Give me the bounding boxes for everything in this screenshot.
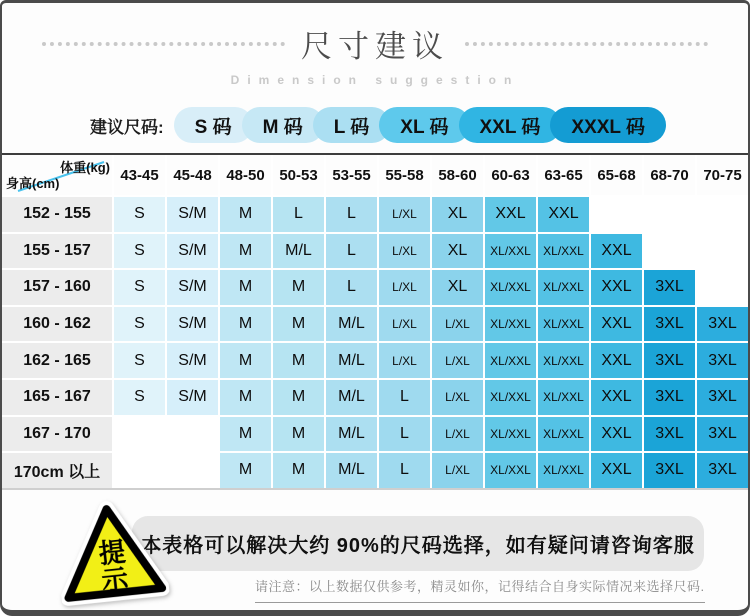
size-cell: 3XL <box>697 343 748 378</box>
size-pill-m码: M 码 <box>242 107 324 143</box>
size-cell: M <box>273 380 324 415</box>
col-weight-label: 65-68 <box>591 155 642 195</box>
size-cell: 3XL <box>644 270 695 305</box>
size-cell: XL/XXL <box>538 453 589 488</box>
empty-cell <box>697 270 748 305</box>
row-height-label: 152 - 155 <box>2 197 112 232</box>
size-pill-xxxl码: XXXL 码 <box>550 107 666 143</box>
size-cell: S <box>114 197 165 232</box>
size-cell: S <box>114 307 165 342</box>
empty-cell <box>167 417 218 452</box>
dotted-divider-right <box>465 42 708 46</box>
size-cell: S/M <box>167 307 218 342</box>
size-cell: L/XL <box>432 380 483 415</box>
size-cell: L <box>379 453 430 488</box>
size-cell: S <box>114 234 165 269</box>
page-title: 尺寸建议 <box>301 29 449 64</box>
svg-text:示: 示 <box>100 563 130 597</box>
size-cell: L/XL <box>432 417 483 452</box>
size-cell: L/XL <box>379 343 430 378</box>
size-cell: XL/XXL <box>538 417 589 452</box>
size-cell: M <box>273 270 324 305</box>
size-cell: L/XL <box>379 270 430 305</box>
size-cell: XL/XXL <box>538 380 589 415</box>
size-cell: XXL <box>538 197 589 232</box>
size-cell: M/L <box>326 417 377 452</box>
size-cell: S <box>114 343 165 378</box>
size-pill-xl码: XL 码 <box>379 107 469 143</box>
size-cell: M <box>220 234 271 269</box>
size-cell: XXL <box>591 270 642 305</box>
row-height-label: 162 - 165 <box>2 343 112 378</box>
empty-cell <box>114 417 165 452</box>
col-weight-label: 70-75 <box>697 155 748 195</box>
size-cell: M/L <box>273 234 324 269</box>
size-cell: L <box>379 380 430 415</box>
size-cell: XXL <box>591 380 642 415</box>
row-height-label: 160 - 162 <box>2 307 112 342</box>
size-cell: S/M <box>167 197 218 232</box>
empty-cell <box>591 197 642 232</box>
size-cell: M <box>273 307 324 342</box>
tip-message-box <box>132 516 704 571</box>
size-cell: M <box>220 270 271 305</box>
size-cell: M <box>273 417 324 452</box>
size-cell: L <box>273 197 324 232</box>
size-cell: S/M <box>167 380 218 415</box>
col-weight-label: 68-70 <box>644 155 695 195</box>
warning-triangle-icon <box>51 490 170 613</box>
row-height-label: 157 - 160 <box>2 270 112 305</box>
tip-section <box>2 490 748 616</box>
size-cell: M/L <box>326 307 377 342</box>
size-cell: L <box>326 197 377 232</box>
size-cell: L/XL <box>432 343 483 378</box>
col-weight-label: 50-53 <box>273 155 324 195</box>
empty-cell <box>644 197 695 232</box>
size-pill-s码: S 码 <box>174 107 253 143</box>
col-weight-label: 60-63 <box>485 155 536 195</box>
size-cell: XXL <box>591 307 642 342</box>
size-cell: XXL <box>591 453 642 488</box>
dotted-divider-left <box>42 42 285 46</box>
size-cell: L/XL <box>379 197 430 232</box>
size-cell: M <box>273 453 324 488</box>
col-weight-label: 63-65 <box>538 155 589 195</box>
size-cell: XXL <box>591 343 642 378</box>
size-cell: 3XL <box>697 380 748 415</box>
tip-message: 本表格可以解决大约 90%的尺码选择，如有疑问请咨询客服 <box>141 534 695 557</box>
size-cell: XXL <box>485 197 536 232</box>
col-weight-label: 43-45 <box>114 155 165 195</box>
col-weight-label: 58-60 <box>432 155 483 195</box>
size-cell: 3XL <box>697 453 748 488</box>
tip-note: 请注意：以上数据仅供参考，精灵如你，记得结合自身实际情况来选择尺码. <box>255 576 705 603</box>
size-cell: M <box>220 453 271 488</box>
page-subtitle: Dimension suggestion <box>230 73 520 87</box>
row-height-label: 165 - 167 <box>2 380 112 415</box>
size-cell: XL <box>432 197 483 232</box>
size-cell: M <box>220 417 271 452</box>
size-cell: XL/XXL <box>485 343 536 378</box>
size-cell: S <box>114 380 165 415</box>
size-cell: S/M <box>167 234 218 269</box>
col-weight-label: 45-48 <box>167 155 218 195</box>
size-cell: S <box>114 270 165 305</box>
size-cell: M <box>220 197 271 232</box>
col-weight-label: 53-55 <box>326 155 377 195</box>
size-cell: XXL <box>591 234 642 269</box>
size-cell: L <box>326 270 377 305</box>
empty-cell <box>697 197 748 232</box>
empty-cell <box>114 453 165 488</box>
size-cell: 3XL <box>644 417 695 452</box>
size-cell: XL/XXL <box>538 270 589 305</box>
size-cell: XXL <box>591 417 642 452</box>
size-cell: XL/XXL <box>538 307 589 342</box>
size-cell: M <box>220 380 271 415</box>
size-cell: L <box>326 234 377 269</box>
size-cell: M/L <box>326 380 377 415</box>
size-cell: XL/XXL <box>485 453 536 488</box>
col-weight-label: 55-58 <box>379 155 430 195</box>
size-cell: M/L <box>326 343 377 378</box>
size-pill-xxl码: XXL 码 <box>459 107 562 143</box>
svg-text:提: 提 <box>97 536 127 569</box>
size-cell: XL/XXL <box>538 234 589 269</box>
size-cell: XL/XXL <box>485 307 536 342</box>
size-cell: 3XL <box>644 343 695 378</box>
size-cell: L <box>379 417 430 452</box>
size-cell: XL/XXL <box>485 234 536 269</box>
size-cell: L/XL <box>379 307 430 342</box>
size-pill-l码: L 码 <box>313 107 391 143</box>
empty-cell <box>697 234 748 269</box>
size-cell: XL <box>432 270 483 305</box>
size-cell: XL <box>432 234 483 269</box>
size-cell: XL/XXL <box>485 270 536 305</box>
size-pills <box>174 107 666 143</box>
size-cell: L/XL <box>432 307 483 342</box>
row-height-label: 170cm 以上 <box>2 453 112 488</box>
size-cell: 3XL <box>644 307 695 342</box>
empty-cell <box>644 234 695 269</box>
header <box>2 3 748 66</box>
size-cell: XL/XXL <box>485 380 536 415</box>
size-cell: M <box>220 343 271 378</box>
table-corner-cell <box>2 155 112 195</box>
size-cell: 3XL <box>644 453 695 488</box>
size-cell: L/XL <box>432 453 483 488</box>
size-cell: M <box>220 307 271 342</box>
size-cell: 3XL <box>697 417 748 452</box>
size-legend <box>90 107 748 143</box>
corner-weight-label: 体重(kg) <box>60 160 110 175</box>
size-cell: M <box>273 343 324 378</box>
size-cell: 3XL <box>644 380 695 415</box>
size-cell: XL/XXL <box>538 343 589 378</box>
row-height-label: 155 - 157 <box>2 234 112 269</box>
size-table <box>2 153 748 490</box>
size-legend-label: 建议尺码: <box>90 117 164 137</box>
size-cell: S/M <box>167 270 218 305</box>
size-cell: M/L <box>326 453 377 488</box>
size-cell: L/XL <box>379 234 430 269</box>
size-cell: S/M <box>167 343 218 378</box>
size-cell: XL/XXL <box>485 417 536 452</box>
row-height-label: 167 - 170 <box>2 417 112 452</box>
col-weight-label: 48-50 <box>220 155 271 195</box>
empty-cell <box>167 453 218 488</box>
corner-height-label: 身高(cm) <box>6 176 60 191</box>
size-cell: 3XL <box>697 307 748 342</box>
